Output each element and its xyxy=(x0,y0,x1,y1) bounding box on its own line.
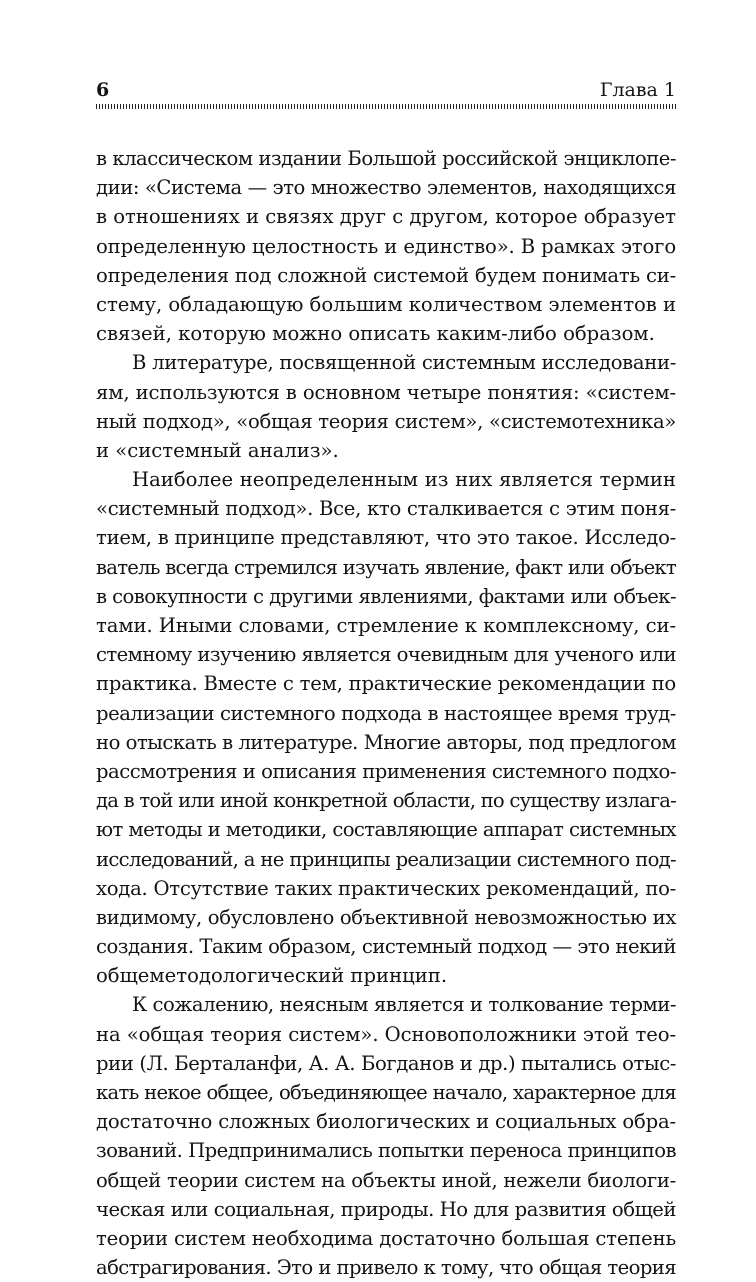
text-line: в отношениях и связях друг с другом, которое образует xyxy=(96,205,676,229)
text-line: дии: «Система — это множество элементов, находящихся xyxy=(96,176,676,200)
text-line: зований. Предпринимались попытки переноса принципов xyxy=(96,1139,676,1163)
text-line: В литературе, посвященной системным исследовани- xyxy=(132,351,676,375)
text-line: рии (Л. Берталанфи, А. А. Богданов и др.) пытались отыс- xyxy=(96,1051,676,1075)
text-line: в классическом издании Большой российской энциклопе- xyxy=(96,147,676,170)
text-line: ям, используются в основном четыре понятия: «систем- xyxy=(96,380,676,404)
text-line: исследований, а не принципы реализации системного под- xyxy=(96,847,676,871)
text-line: кать некое общее, объединяющее начало, характерное для xyxy=(96,1081,676,1104)
text-line: хода. Отсутствие таких практических рекомендаций, по- xyxy=(96,876,676,900)
text-line: общей теории систем на объекты иной, нежели биологи- xyxy=(96,1168,676,1192)
text-line: рассмотрения и описания применения системного подхо- xyxy=(96,759,676,783)
text-line: К сожалению, неясным является и толкование терми- xyxy=(132,993,676,1017)
text-line: теории систем необходима достаточно большая степень xyxy=(96,1226,676,1250)
text-line: видимому, обусловлено объективной невозможностью их xyxy=(96,905,676,929)
text-line: стемному изучению является очевидным для ученого или xyxy=(96,643,676,667)
text-line: в совокупности с другими явлениями, фактами или объек- xyxy=(96,584,676,608)
text-line: абстрагирования. Это и привело к тому, что общая теория xyxy=(96,1256,676,1280)
text-line: ческая или социальная, природы. Но для развития общей xyxy=(96,1197,676,1221)
text-line: да в той или иной конкретной области, по существу излага- xyxy=(96,789,676,813)
text-line: определения под сложной системой будем понимать си- xyxy=(96,263,676,287)
text-line: и «системный анализ». xyxy=(96,438,339,462)
page-header xyxy=(96,78,676,102)
text-line: ют методы и методики, составляющие аппарат системных xyxy=(96,818,676,842)
text-line: практика. Вместе с тем, практические рекомендации по xyxy=(96,672,676,696)
chapter-running-head: Глава 1 xyxy=(599,79,676,101)
text-line: но отыскать в литературе. Многие авторы, под предлогом xyxy=(96,730,676,754)
text-line: определенную целостность и единство». В рамках этого xyxy=(96,234,676,258)
text-line: ватель всегда стремился изучать явление, факт или объект xyxy=(96,555,676,579)
text-line: общеметодологический принцип. xyxy=(96,964,448,988)
page-number: 6 xyxy=(96,79,110,101)
text-line: связей, которую можно описать каким-либо образом. xyxy=(96,322,655,346)
body-text xyxy=(96,144,676,1282)
text-line: тами. Иными словами, стремление к комплексному, си- xyxy=(96,614,676,637)
text-line: Наиболее неопределенным из них является термин xyxy=(132,468,676,492)
text-line: на «общая теория систем». Основоположники этой тео- xyxy=(96,1022,676,1046)
text-line: реализации системного подхода в настоящее время труд- xyxy=(96,701,676,725)
text-line: стему, обладающую большим количеством элементов и xyxy=(96,292,676,316)
text-line: тием, в принципе представляют, что это такое. Исследо- xyxy=(96,526,676,550)
text-line: достаточно сложных биологических и социальных обра- xyxy=(96,1110,676,1134)
text-line: создания. Таким образом, системный подход — это некий xyxy=(96,935,676,959)
text-line: «системный подход». Все, кто сталкивается с этим поня- xyxy=(96,497,676,521)
book-page xyxy=(96,78,676,1280)
text-line: ный подход», «общая теория систем», «системотехника» xyxy=(96,409,676,433)
header-dotted-rule xyxy=(96,104,676,109)
